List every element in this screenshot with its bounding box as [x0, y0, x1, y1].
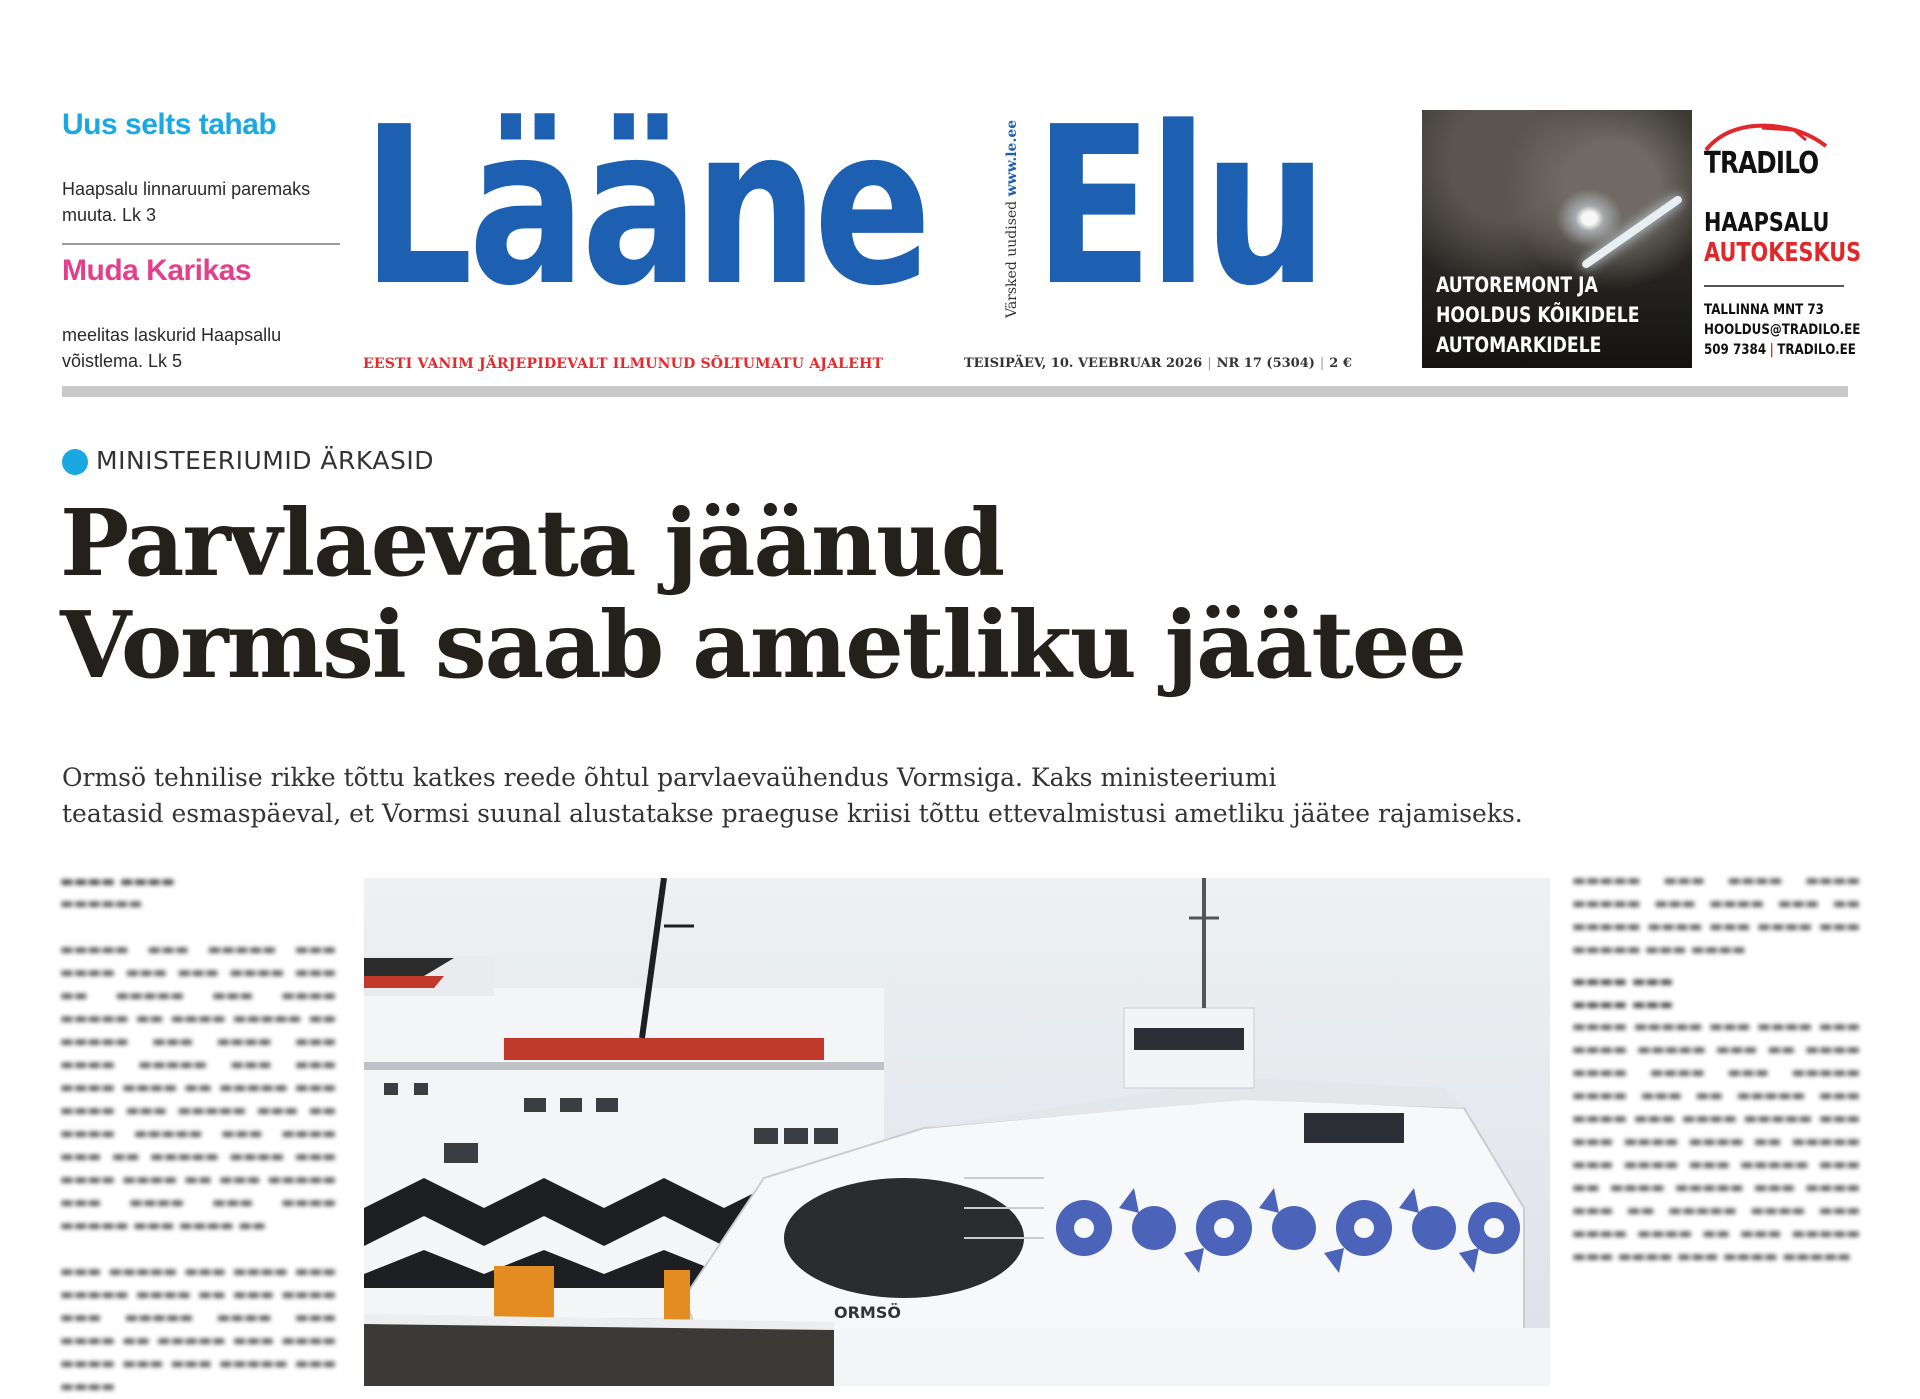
- ad-business-name: [1704, 208, 1861, 268]
- teaser-divider: [62, 243, 340, 245]
- issue-price: 2 €: [1329, 356, 1352, 371]
- lead-line: teatasid esmaspäeval, et Vormsi suunal alustatakse praeguse kriisi tõttu ettevalmistusi ametliku jäätee rajamiseks.: [62, 799, 1523, 828]
- headline-line: Parvlaevata jäänud: [60, 489, 1004, 597]
- teaser-1-text: Haapsalu linnaruumi paremaks muuta. Lk 3: [62, 179, 311, 225]
- masthead-word-2: Elu: [1034, 81, 1323, 334]
- teaser-1-headline[interactable]: Uus selts tahab: [62, 108, 277, 141]
- ad-brand-logo[interactable]: TRADILO: [1704, 146, 1819, 181]
- ad-city: HAAPSALU: [1704, 208, 1830, 238]
- article-lead: [62, 760, 1782, 832]
- ferry-photo[interactable]: [364, 878, 1550, 1386]
- headline-line: Vormsi saab ametliku jäätee: [60, 591, 1465, 699]
- ad-slogan-line: HOOLDUS KÕIKIDELE: [1436, 303, 1640, 327]
- article-body-column-left: ▬▬▬▬ ▬▬▬▬ ▬▬▬▬▬▬ ▬▬▬▬▬ ▬▬▬ ▬▬▬▬▬ ▬▬▬ ▬▬▬▬ ▬▬▬ ▬▬▬ ▬▬▬▬ ▬▬▬ ▬▬ ▬▬▬▬▬ ▬▬▬ ▬▬▬▬ ▬▬▬▬▬ ▬▬ ▬▬▬▬ ▬▬▬▬▬ ▬▬ ▬▬▬▬▬ ▬▬▬ ▬▬▬▬ ▬▬▬ ▬▬▬▬ ▬▬▬▬▬ ▬▬▬ ▬▬▬ ▬▬▬▬ ▬▬▬▬ ▬▬ ▬▬▬▬▬ ▬▬▬ ▬▬▬▬ ▬▬▬ ▬▬▬▬▬ ▬▬▬ ▬▬ ▬▬▬▬ ▬▬▬▬▬ ▬▬▬ ▬▬▬▬ ▬▬▬ ▬▬ ▬▬▬▬▬ ▬▬▬▬ ▬▬▬ ▬▬▬▬ ▬▬▬▬ ▬▬ ▬▬▬ ▬▬▬▬▬ ▬▬▬ ▬▬▬▬ ▬▬▬ ▬▬▬▬ ▬▬▬▬▬ ▬▬▬ ▬▬▬▬ ▬▬ ▬▬▬ ▬▬▬▬▬ ▬▬▬ ▬▬▬▬ ▬▬▬ ▬▬▬▬▬ ▬▬▬▬ ▬▬ ▬▬▬ ▬▬▬▬ ▬▬▬ ▬▬▬▬▬ ▬▬▬▬ ▬▬▬ ▬▬▬▬ ▬▬ ▬▬▬▬▬ ▬▬▬ ▬▬▬▬ ▬▬▬▬ ▬▬▬ ▬▬▬ ▬▬▬▬▬ ▬▬▬ ▬▬▬▬: [60, 873, 336, 1395]
- ad-slogan-line: AUTOMARKIDELE: [1436, 333, 1602, 357]
- article-headline[interactable]: [60, 489, 1760, 699]
- lead-line: Ormsö tehnilise rikke tõttu katkes reede õhtul parvlaevaühendus Vormsiga. Kaks ministeeriumi: [62, 763, 1277, 792]
- ship-name: ORMSÖ: [834, 1303, 901, 1322]
- masthead-side-label: Värsked uudised: [1004, 200, 1020, 318]
- article-body-column-right: ▬▬▬▬▬ ▬▬▬ ▬▬▬▬ ▬▬▬▬ ▬▬▬▬▬ ▬▬▬ ▬▬▬▬ ▬▬▬ ▬▬ ▬▬▬▬▬ ▬▬▬▬ ▬▬▬ ▬▬▬▬ ▬▬▬ ▬▬▬▬▬ ▬▬▬ ▬▬▬▬ ▬▬▬▬ ▬▬▬ ▬▬▬▬ ▬▬▬ ▬▬▬▬ ▬▬▬▬▬ ▬▬▬ ▬▬▬▬ ▬▬▬ ▬▬▬▬ ▬▬▬▬▬ ▬▬▬ ▬▬ ▬▬▬▬ ▬▬▬▬ ▬▬▬▬ ▬▬▬ ▬▬▬▬▬ ▬▬▬▬ ▬▬▬ ▬▬ ▬▬▬▬▬ ▬▬▬ ▬▬▬▬ ▬▬▬ ▬▬▬▬ ▬▬▬▬▬ ▬▬▬ ▬▬▬ ▬▬▬▬ ▬▬▬▬ ▬▬ ▬▬▬▬▬ ▬▬▬ ▬▬▬▬ ▬▬▬ ▬▬▬▬▬ ▬▬▬ ▬▬ ▬▬▬▬ ▬▬▬▬▬ ▬▬▬ ▬▬▬▬ ▬▬▬ ▬▬ ▬▬▬▬▬ ▬▬▬▬ ▬▬▬ ▬▬▬▬ ▬▬▬▬ ▬▬ ▬▬▬ ▬▬▬▬▬ ▬▬▬ ▬▬▬▬ ▬▬▬ ▬▬▬▬ ▬▬▬▬▬: [1572, 873, 1860, 1265]
- masthead-bottom-rule: [62, 386, 1848, 397]
- masthead-side-url[interactable]: www.le.ee: [1004, 119, 1020, 197]
- masthead-slogan: EESTI VANIM JÄRJEPIDEVALT ILMUNUD SÕLTUMATU AJALEHT: [363, 356, 884, 372]
- teaser-2-headline[interactable]: Muda Karikas: [62, 254, 252, 287]
- masthead-side-text: [1004, 120, 1020, 318]
- ad-site[interactable]: TRADILO.EE: [1777, 342, 1856, 358]
- ad-mechanic-photo[interactable]: [1422, 110, 1692, 368]
- kicker-bullet-icon: [62, 449, 88, 475]
- issue-number: NR 17 (5304): [1216, 356, 1315, 371]
- ad-phone[interactable]: 509 7384: [1704, 342, 1767, 358]
- ad-slogan: [1436, 270, 1641, 360]
- ad-contacts: TALLINNA MNT 73 HOOLDUS@TRADILO.EE 509 7384 | TRADILO.EE: [1704, 302, 1861, 358]
- masthead-dateline: TEISIPÄEV, 10. VEEBRUAR 2026 | NR 17 (5304) | 2 €: [964, 356, 1352, 371]
- ad-email[interactable]: HOOLDUS@TRADILO.EE: [1704, 322, 1861, 338]
- masthead-word-1: Lääne: [362, 81, 927, 334]
- article-kicker: MINISTEERIUMID ÄRKASID: [96, 446, 434, 475]
- ad-address: TALLINNA MNT 73: [1704, 302, 1824, 318]
- teaser-2-text: meelitas laskurid Haapsallu võistlema. Lk 5: [62, 325, 282, 371]
- ad-work-light: [1581, 194, 1684, 269]
- ad-name: AUTOKESKUS: [1704, 238, 1862, 268]
- ad-divider: [1704, 285, 1844, 287]
- issue-date: TEISIPÄEV, 10. VEEBRUAR 2026: [964, 356, 1203, 371]
- ad-slogan-line: AUTOREMONT JA: [1436, 273, 1598, 297]
